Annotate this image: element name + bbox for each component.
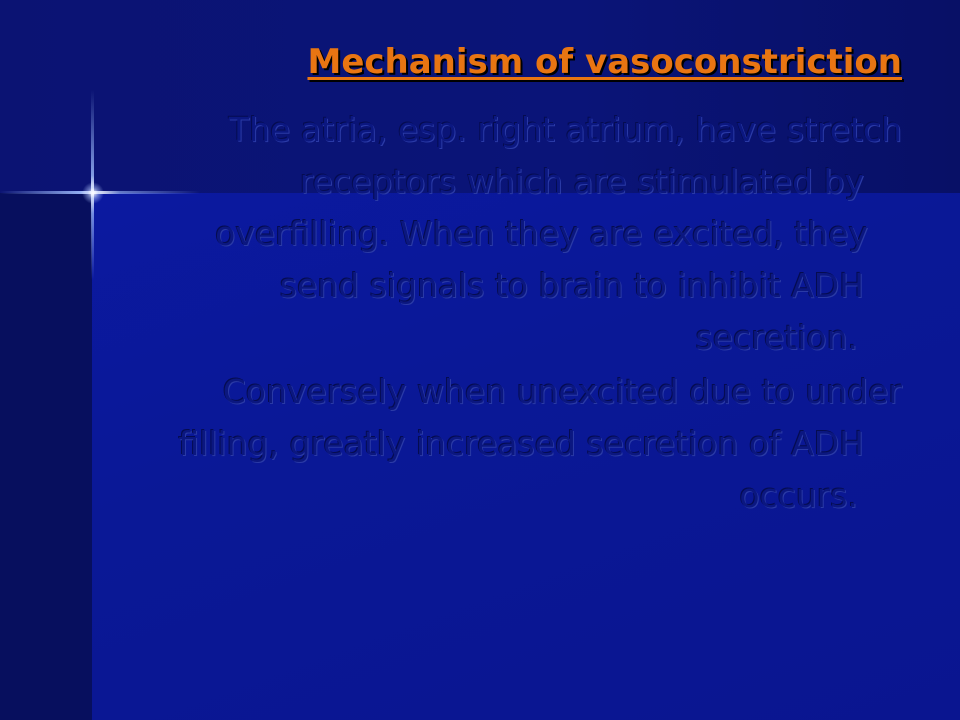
- paragraph-line: Conversely when unexcited due to under: [222, 372, 902, 411]
- paragraph-line: receptors which are stimulated by: [299, 162, 864, 201]
- paragraph-line: The atria, esp. right atrium, have stretch: [228, 110, 902, 149]
- paragraph-line: occurs.: [739, 476, 858, 515]
- paragraph-line: send signals to brain to inhibit ADH: [279, 266, 864, 305]
- body-paragraph-1: [90, 104, 902, 364]
- paragraph-line: filling, greatly increased secretion of ADH: [178, 424, 864, 463]
- slide-title: Mechanism of vasoconstriction: [307, 42, 902, 82]
- body-paragraph-2: [70, 366, 906, 522]
- paragraph-line: secretion.: [695, 318, 858, 357]
- paragraph-line: overfilling. When they are excited, they: [215, 214, 868, 253]
